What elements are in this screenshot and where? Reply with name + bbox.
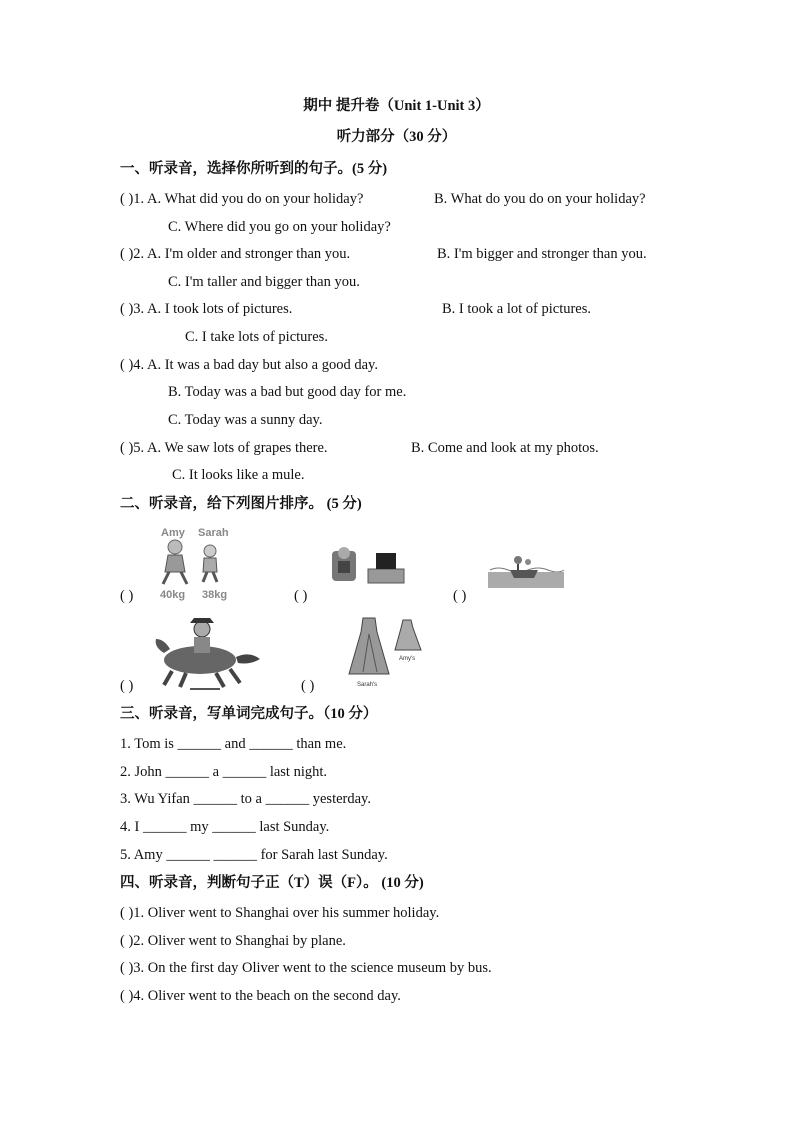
q5-option-c: C. It looks like a mule. (172, 467, 305, 483)
q2-option-a: ( )2. A. I'm older and stronger than you. (120, 246, 351, 262)
amys-dress-label: Amy's (399, 656, 416, 662)
page-title: 期中 提升卷（Unit 1-Unit 3） (303, 98, 490, 114)
tf-sentence-2: ( )2. Oliver went to Shanghai by plane. (120, 933, 346, 949)
amy-name-label: Amy (161, 527, 185, 539)
q3-option-b: B. I took a lot of pictures. (442, 301, 592, 317)
boating-lake-image (488, 550, 566, 590)
fill-sentence-2: 2. John ______ a ______ last night. (120, 764, 328, 780)
tf-sentence-3: ( )3. On the first day Oliver went to the science museum by bus. (120, 960, 492, 976)
fill-sentence-4: 4. I ______ my ______ last Sunday. (120, 819, 330, 835)
fill-sentence-3: 3. Wu Yifan ______ to a ______ yesterday. (120, 791, 371, 807)
listening-subtitle: 听力部分（30 分） (336, 129, 457, 145)
horse-riding-image (150, 615, 262, 691)
amy-sarah-weight-image (155, 522, 240, 602)
img5-blank[interactable]: ( ) (301, 678, 315, 694)
q1-option-c: C. Where did you go on your holiday? (168, 219, 391, 235)
q4-option-b: B. Today was a bad but good day for me. (168, 384, 407, 400)
q1-option-b: B. What do you do on your holiday? (434, 191, 646, 207)
tf-sentence-1: ( )1. Oliver went to Shanghai over his summer holiday. (120, 905, 440, 921)
q4-option-c: C. Today was a sunny day. (168, 412, 323, 428)
q2-option-c: C. I'm taller and bigger than you. (168, 274, 360, 290)
q2-option-b: B. I'm bigger and stronger than you. (437, 246, 647, 262)
tf-sentence-4: ( )4. Oliver went to the beach on the second day. (120, 988, 401, 1004)
img4-blank[interactable]: ( ) (120, 678, 134, 694)
q5-option-b: B. Come and look at my photos. (411, 440, 599, 456)
q3-option-c: C. I take lots of pictures. (185, 329, 328, 345)
section-4-heading: 四、听录音，判断句子正（T）误（F）。 (10 分) (120, 875, 424, 891)
watching-tv-image (328, 545, 406, 585)
img3-blank[interactable]: ( ) (453, 588, 467, 604)
section-3-heading: 三、听录音，写单词完成句子。（10 分） (120, 706, 378, 722)
section-2-heading: 二、听录音，给下列图片排序。 (5 分) (120, 496, 362, 512)
fill-sentence-1: 1. Tom is ______ and ______ than me. (120, 736, 347, 752)
q5-option-a: ( )5. A. We saw lots of grapes there. (120, 440, 328, 456)
img2-blank[interactable]: ( ) (294, 588, 308, 604)
dresses-image (345, 612, 425, 692)
sarah-name-label: Sarah (198, 527, 229, 539)
q3-option-a: ( )3. A. I took lots of pictures. (120, 301, 293, 317)
amy-weight-label: 40kg (160, 589, 186, 601)
sarah-weight-label: 38kg (202, 589, 228, 601)
fill-sentence-5: 5. Amy ______ ______ for Sarah last Sunday. (120, 847, 388, 863)
q1-option-a: ( )1. A. What did you do on your holiday? (120, 191, 364, 207)
sarahs-dress-label: Sarah's (357, 682, 378, 688)
section-1-heading: 一、听录音，选择你所听到的句子。(5 分) (120, 161, 388, 177)
img1-blank[interactable]: ( ) (120, 588, 134, 604)
q4-option-a: ( )4. A. It was a bad day but also a good day. (120, 357, 378, 373)
